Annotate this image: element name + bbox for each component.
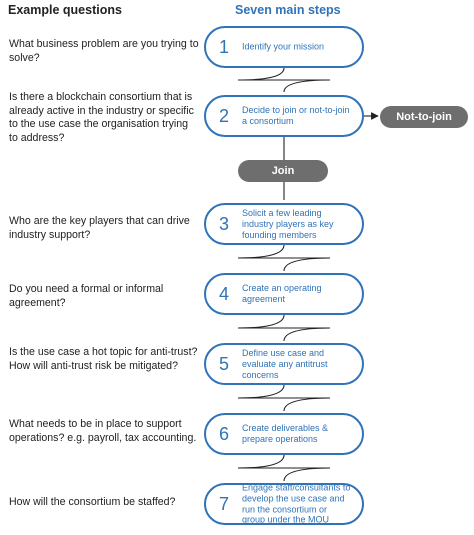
question-2: Is there a blockchain consortium that is already active in the industry or specific to the use case the organisation trying to address? bbox=[9, 91, 194, 144]
question-7: How will the consortium be staffed? bbox=[9, 496, 176, 508]
step-2-number: 2 bbox=[219, 106, 230, 126]
connector-6-7 bbox=[238, 455, 330, 481]
step-6-box bbox=[204, 413, 364, 455]
step-3-box bbox=[204, 203, 364, 245]
connector-1-2 bbox=[238, 68, 330, 92]
step-4-box bbox=[204, 273, 364, 315]
step-7-box bbox=[204, 483, 364, 525]
step-1-number: 1 bbox=[219, 37, 230, 57]
connector-5-6 bbox=[238, 385, 330, 411]
step-7-number: 7 bbox=[219, 494, 230, 514]
not-to-join-pill: Not-to-join bbox=[380, 106, 468, 128]
join-pill: Join bbox=[238, 160, 328, 182]
step-1-box bbox=[204, 26, 364, 68]
header-seven-main-steps: Seven main steps bbox=[235, 3, 341, 17]
step-5-box bbox=[204, 343, 364, 385]
step-5-number: 5 bbox=[219, 354, 230, 374]
header-example-questions: Example questions bbox=[8, 3, 122, 17]
step-4-number: 4 bbox=[219, 284, 230, 304]
question-6: What needs to be in place to support operations? e.g. payroll, tax accounting. bbox=[9, 418, 197, 444]
step-3-number: 3 bbox=[219, 214, 230, 234]
step-2-box bbox=[204, 95, 364, 137]
question-3: Who are the key players that can drive industry support? bbox=[9, 215, 190, 241]
step-3-text: Solicit a few leading industry players as key founding members bbox=[242, 207, 334, 240]
step-4-text: Create an operating agreement bbox=[242, 283, 322, 304]
step-5-text: Define use case and evaluate any antitrust concerns bbox=[242, 347, 328, 380]
question-5: Is the use case a hot topic for anti-trust? How will anti-trust risk be mitigated? bbox=[9, 346, 198, 372]
step-6-number: 6 bbox=[219, 424, 230, 444]
question-1: What business problem are you trying to solve? bbox=[9, 38, 199, 64]
step-7-text: Engage staff/consultants to develop the use case and run the consortium or group under the MOU bbox=[242, 482, 351, 525]
step-2-text: Decide to join or not-to-join a consortium bbox=[242, 105, 350, 126]
connector-4-5 bbox=[238, 315, 330, 341]
connector-3-4 bbox=[238, 245, 330, 271]
step-6-text: Create deliverables & prepare operations bbox=[242, 423, 329, 444]
question-4: Do you need a formal or informal agreement? bbox=[9, 283, 164, 309]
step-1-text: Identify your mission bbox=[242, 41, 325, 52]
